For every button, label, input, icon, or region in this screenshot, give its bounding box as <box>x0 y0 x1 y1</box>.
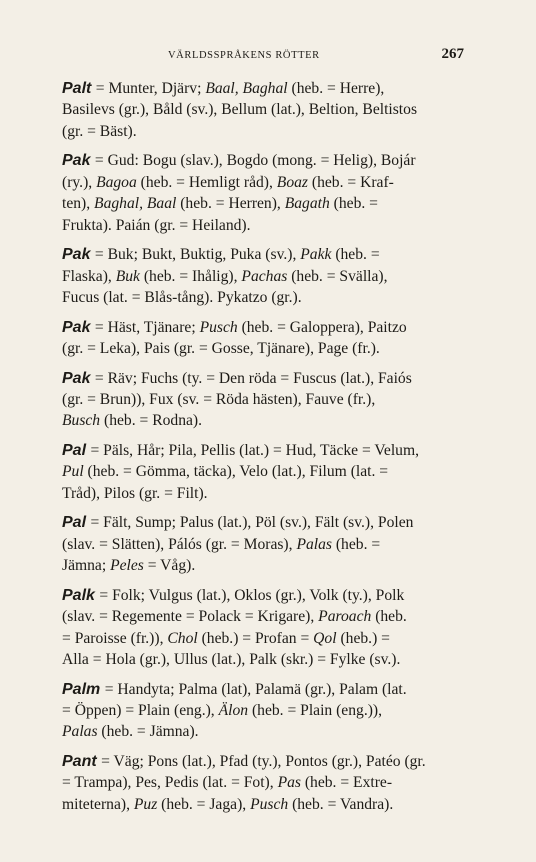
dictionary-entry <box>62 440 478 504</box>
entry-text: = Gud: Bogu (slav.), Bogdo (mong. = Helig), Bojár <box>94 152 416 170</box>
entry-text: Jämna; Peles = Våg). <box>62 557 196 575</box>
entry-text: = Väg; Pons (lat.), Pfad (ty.), Pontos (gr.), Patéo (gr. <box>101 753 426 771</box>
entry-text: Busch (heb. = Rodna). <box>62 412 203 430</box>
entry-headword: Pak <box>62 369 91 387</box>
entry-line <box>62 338 478 359</box>
entry-text: = Räv; Fuchs (ty. = Den röda = Fuscus (lat.), Faiós <box>94 369 412 387</box>
dictionary-entry <box>62 150 478 236</box>
entry-line <box>62 440 478 461</box>
dictionary-entry <box>62 78 478 142</box>
entry-text: = Paroisse (fr.)), Chol (heb.) = Profan = Qol (heb.) = <box>62 629 390 647</box>
dictionary-entry <box>62 368 478 432</box>
entry-headword: Pant <box>62 753 97 771</box>
entry-text: ten), Baghal, Baal (heb. = Herren), Bagath (heb. = <box>62 195 378 213</box>
entry-line <box>62 99 478 120</box>
entry-line <box>62 461 478 482</box>
entry-text: Pul (heb. = Gömma, täcka), Velo (lat.), Filum (lat. = <box>62 463 389 481</box>
entry-headword: Palm <box>62 680 101 698</box>
entry-line <box>62 266 478 287</box>
entry-line <box>62 628 478 649</box>
entry-headword: Palk <box>62 586 95 604</box>
entry-text: (gr. = Brun)), Fux (sv. = Röda hästen), Fauve (fr.), <box>62 391 376 409</box>
dictionary-entry <box>62 585 478 671</box>
dictionary-entry <box>62 679 478 743</box>
entry-line <box>62 78 478 99</box>
entry-headword: Pak <box>62 152 91 170</box>
entry-line <box>62 150 478 171</box>
entry-text: = Handyta; Palma (lat), Palamä (gr.), Palam (lat. <box>104 680 407 698</box>
entry-text: Frukta). Paián (gr. = Heiland). <box>62 216 251 234</box>
entry-line <box>62 287 478 308</box>
entry-line <box>62 483 478 504</box>
entry-line <box>62 512 478 533</box>
entry-text: Flaska), Buk (heb. = Ihålig), Pachas (heb. = Svälla), <box>62 267 388 285</box>
entry-line <box>62 794 478 815</box>
entry-headword: Pak <box>62 246 91 264</box>
entry-line <box>62 389 478 410</box>
entry-text: = Buk; Bukt, Buktig, Puka (sv.), Pakk (heb. = <box>94 246 380 264</box>
entry-text: = Munter, Djärv; Baal, Baghal (heb. = Herre), <box>95 80 385 97</box>
dictionary-entry <box>62 512 478 576</box>
entry-line <box>62 368 478 389</box>
entry-line <box>62 193 478 214</box>
entry-line <box>62 215 478 236</box>
entry-text: (slav. = Slätten), Pálós (gr. = Moras), Palas (heb. = <box>62 535 381 553</box>
entry-text: Palas (heb. = Jämna). <box>62 723 199 741</box>
entry-text: (gr. = Bäst). <box>62 122 137 140</box>
running-head: VÄRLDSSPRÅKENS RÖTTER <box>168 50 320 61</box>
page-number: 267 <box>441 46 464 62</box>
entry-line <box>62 649 478 670</box>
entry-line <box>62 721 478 742</box>
entry-line <box>62 244 478 265</box>
entry-line <box>62 585 478 606</box>
dictionary-entry <box>62 244 478 308</box>
entry-headword: Pak <box>62 318 91 336</box>
dictionary-entries <box>62 78 478 823</box>
entry-text: miteterna), Puz (heb. = Jaga), Pusch (heb. = Vandra). <box>62 795 394 813</box>
entry-headword: Palt <box>62 80 92 97</box>
entry-line <box>62 751 478 772</box>
dictionary-entry <box>62 751 478 815</box>
entry-text: = Folk; Vulgus (lat.), Oklos (gr.), Volk (ty.), Polk <box>99 586 405 604</box>
entry-text: Tråd), Pilos (gr. = Filt). <box>62 484 208 502</box>
entry-line <box>62 317 478 338</box>
entry-line <box>62 121 478 142</box>
entry-headword: Pal <box>62 442 87 460</box>
entry-headword: Pal <box>62 514 87 532</box>
dictionary-entry <box>62 317 478 360</box>
entry-line <box>62 410 478 431</box>
entry-line <box>62 534 478 555</box>
entry-line <box>62 700 478 721</box>
entry-text: Fucus (lat. = Blås-tång). Pykatzo (gr.). <box>62 289 302 307</box>
entry-text: (slav. = Regemente = Polack = Krigare), Paroach (heb. <box>62 608 407 626</box>
entry-line <box>62 679 478 700</box>
entry-text: (ry.), Bagoa (heb. = Hemligt råd), Boaz (heb. = Kraf- <box>62 173 394 191</box>
entry-text: Alla = Hola (gr.), Ullus (lat.), Palk (skr.) = Fylke (sv.). <box>62 651 401 669</box>
entry-line <box>62 772 478 793</box>
entry-line <box>62 172 478 193</box>
entry-text: = Häst, Tjänare; Pusch (heb. = Galoppera), Paitzo <box>94 318 407 336</box>
entry-text: Basilevs (gr.), Båld (sv.), Bellum (lat.), Beltion, Beltistos <box>62 101 418 119</box>
entry-text: (gr. = Leka), Pais (gr. = Gosse, Tjänare), Page (fr.). <box>62 340 380 358</box>
entry-line <box>62 606 478 627</box>
entry-text: = Fält, Sump; Palus (lat.), Pöl (sv.), Fält (sv.), Polen <box>90 514 414 532</box>
entry-text: = Trampa), Pes, Pedis (lat. = Fot), Pas (heb. = Extre- <box>62 774 393 792</box>
entry-text: = Öppen) = Plain (eng.), Älon (heb. = Plain (eng.)), <box>62 702 383 720</box>
entry-line <box>62 555 478 576</box>
entry-text: = Päls, Hår; Pila, Pellis (lat.) = Hud, Täcke = Velum, <box>90 442 420 460</box>
